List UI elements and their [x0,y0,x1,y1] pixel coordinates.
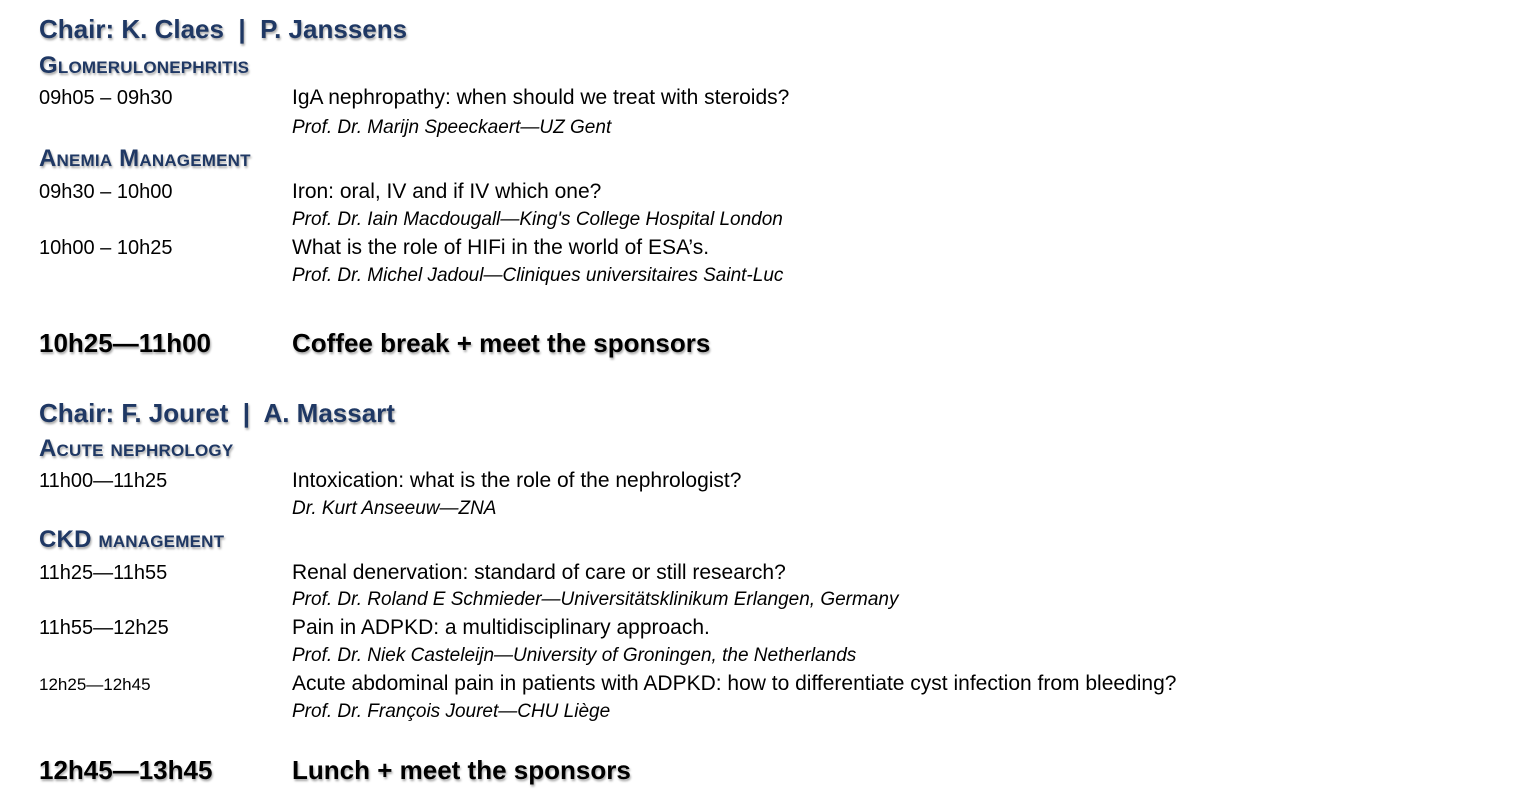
talk-time: 09h30 – 10h00 [39,181,173,203]
talk-speaker: Prof. Dr. Niek Casteleijn—University of Groningen, the Netherlands [292,645,857,666]
talk-title: Intoxication: what is the role of the nephrologist? [292,469,742,492]
section-heading-acute-nephrology: Acute nephrology [39,435,234,462]
section-heading-glomerulonephritis: Glomerulonephritis [39,52,250,79]
talk-title: Iron: oral, IV and if IV which one? [292,180,602,203]
program-page [39,0,1509,798]
chair-line-morning: Chair: K. Claes | P. Janssens [39,14,408,44]
lunch-break-label: Lunch + meet the sponsors [292,755,631,785]
talk-time: 11h55—12h25 [39,617,169,639]
talk-time: 11h00—11h25 [39,470,168,492]
coffee-break-label: Coffee break + meet the sponsors [292,328,711,358]
talk-speaker: Dr. Kurt Anseeuw—ZNA [292,498,497,519]
section-heading-anemia: Anemia Management [39,145,251,172]
talk-time: 12h25—12h45 [39,675,151,694]
talk-speaker: Prof. Dr. Michel Jadoul—Cliniques universitaires Saint-Luc [292,265,784,286]
talk-title: IgA nephropathy: when should we treat with steroids? [292,86,790,109]
talk-speaker: Prof. Dr. Iain Macdougall—King's College Hospital London [292,209,783,230]
talk-time: 11h25—11h55 [39,562,168,584]
lunch-break-time: 12h45—13h45 [39,755,213,785]
talk-title: Pain in ADPKD: a multidisciplinary approach. [292,616,710,639]
talk-speaker: Prof. Dr. Roland E Schmieder—Universitätsklinikum Erlangen, Germany [292,589,899,610]
chair-line-late-morning: Chair: F. Jouret | A. Massart [39,398,395,428]
talk-time: 09h05 – 09h30 [39,87,173,109]
talk-speaker: Prof. Dr. François Jouret—CHU Liège [292,701,611,722]
talk-title: What is the role of HIFi in the world of ESA’s. [292,236,710,259]
talk-title: Acute abdominal pain in patients with ADPKD: how to differentiate cyst infection from bleeding? [292,672,1177,695]
section-heading-ckd: CKD management [39,526,225,553]
coffee-break-time: 10h25—11h00 [39,328,212,358]
talk-time: 10h00 – 10h25 [39,237,173,259]
talk-title: Renal denervation: standard of care or still research? [292,561,786,584]
talk-speaker: Prof. Dr. Marijn Speeckaert—UZ Gent [292,117,612,138]
